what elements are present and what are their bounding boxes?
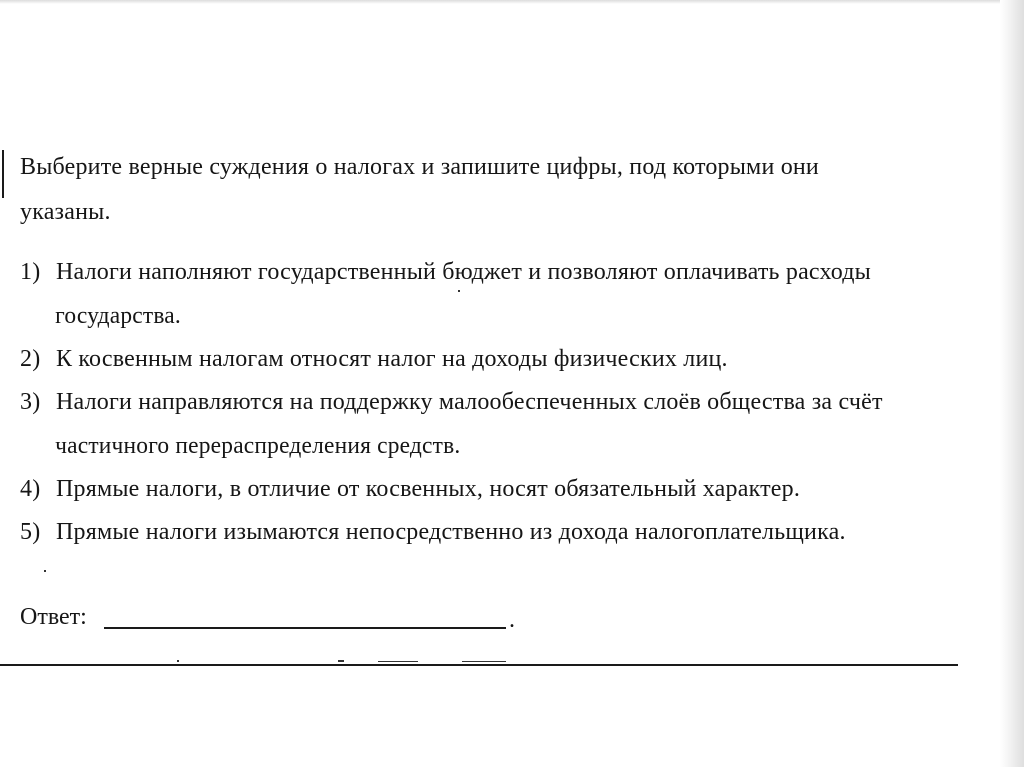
scan-speck	[44, 570, 46, 572]
item-text: Налоги наполняют государственный бюджет и позволяют оплачивать расходы	[56, 259, 871, 285]
list-item	[20, 337, 980, 381]
answer-field-line	[104, 627, 506, 629]
question-text-line-2: указаны.	[20, 199, 111, 225]
item-number: 5)	[20, 519, 41, 545]
margin-mark	[2, 150, 4, 198]
item-number: 2)	[20, 346, 41, 372]
page-divider	[0, 664, 958, 666]
item-number: 3)	[20, 389, 41, 415]
item-text-continuation: частичного перераспределения средств.	[55, 433, 461, 459]
scan-speck	[378, 661, 418, 662]
item-text: Налоги направляются на поддержку малообеспеченных слоёв общества за счёт	[56, 389, 883, 415]
list-item	[20, 467, 980, 511]
item-text: Прямые налоги изымаются непосредственно из дохода налогоплательщика.	[56, 519, 846, 545]
page-right-edge	[1000, 0, 1024, 767]
list-item	[20, 250, 980, 338]
item-text: Прямые налоги, в отличие от косвенных, носят обязательный характер.	[56, 476, 801, 502]
page-top-edge	[0, 0, 1024, 4]
answer-terminator: .	[509, 607, 515, 633]
question-text-line-1: Выберите верные суждения о налогах и запишите цифры, под которыми они	[20, 154, 819, 180]
item-number: 4)	[20, 476, 41, 502]
item-text: К косвенным налогам относят налог на доходы физических лиц.	[56, 346, 728, 372]
scan-speck	[462, 661, 506, 662]
answer-label: Ответ:	[20, 604, 87, 630]
scan-speck	[338, 660, 344, 662]
list-item	[20, 380, 980, 468]
scan-speck	[458, 290, 460, 292]
scan-speck	[177, 660, 179, 662]
item-text-continuation: государства.	[55, 303, 181, 329]
item-number: 1)	[20, 259, 41, 285]
list-item	[20, 510, 980, 554]
